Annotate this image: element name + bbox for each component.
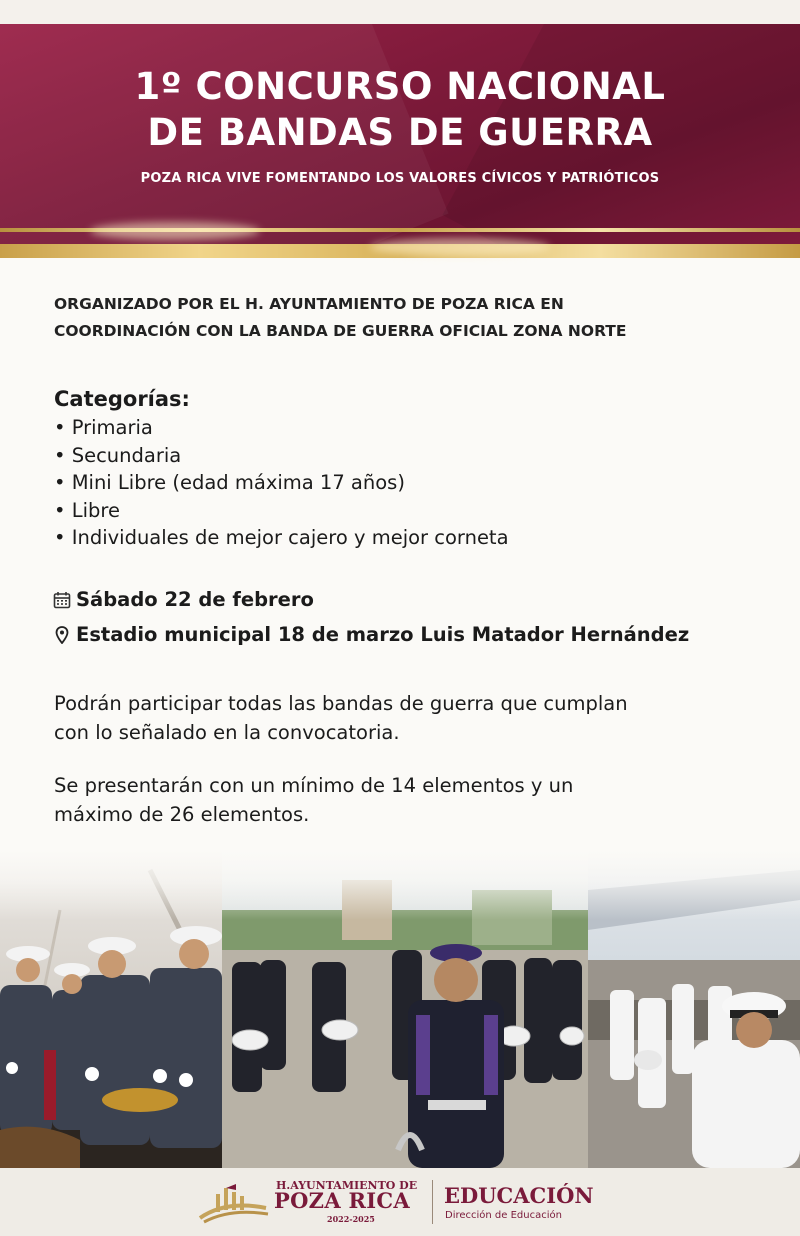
page-subtitle: POZA RICA VIVE FOMENTANDO LOS VALORES CÍVICOS Y PATRIÓTICOS (140, 171, 660, 186)
location-pin-icon (52, 624, 72, 646)
education-label: EDUCACIÓN (444, 1183, 594, 1208)
category-item: • Secundaria (54, 442, 509, 470)
title-line-1: 1º CONCURSO NACIONAL (134, 65, 666, 108)
organizer-text (54, 291, 754, 345)
members-line-2: máximo de 26 elementos. (54, 802, 310, 826)
event-date-row (52, 588, 314, 611)
categories-title: Categorías: (54, 387, 190, 411)
category-item: • Mini Libre (edad máxima 17 años) (54, 469, 509, 497)
category-item: • Primaria (54, 414, 509, 442)
category-item: • Individuales de mejor cajero y mejor corneta (54, 524, 509, 552)
footer-divider (432, 1180, 433, 1224)
event-location: Estadio municipal 18 de marzo Luis Matador Hernández (76, 623, 690, 646)
administration-years: 2022-2025 (327, 1214, 375, 1224)
organizer-line-2: COORDINACIÓN CON LA BANDA DE GUERRA OFICIAL ZONA NORTE (54, 322, 627, 340)
categories-list (54, 414, 509, 552)
event-location-row (52, 623, 689, 646)
light-glow (90, 222, 260, 240)
page-title (0, 64, 800, 156)
category-item: • Libre (54, 497, 509, 525)
top-strip (0, 0, 800, 24)
members-line-1: Se presentarán con un mínimo de 14 elementos y un (54, 774, 574, 797)
header-banner (0, 24, 800, 250)
city-name: POZA RICA (274, 1188, 411, 1213)
photo-collage (0, 850, 800, 1168)
ayuntamiento-label: H.AYUNTAMIENTO DE (276, 1179, 418, 1192)
education-sublabel: Dirección de Educación (445, 1210, 562, 1221)
event-date: Sábado 22 de febrero (76, 588, 314, 611)
members-text (54, 772, 774, 829)
footer (0, 1168, 800, 1236)
participation-line-1: Podrán participar todas las bandas de guerra que cumplan (54, 692, 628, 715)
photo-fade (0, 850, 800, 920)
poza-rica-logo-icon (196, 1180, 270, 1224)
participation-line-2: con lo señalado en la convocatoria. (54, 720, 400, 744)
light-glow (370, 238, 550, 256)
participation-text (54, 690, 774, 747)
title-line-2: DE BANDAS DE GUERRA (147, 111, 653, 154)
calendar-icon (52, 589, 72, 611)
organizer-line-1: ORGANIZADO POR EL H. AYUNTAMIENTO DE POZA RICA EN (54, 295, 564, 313)
